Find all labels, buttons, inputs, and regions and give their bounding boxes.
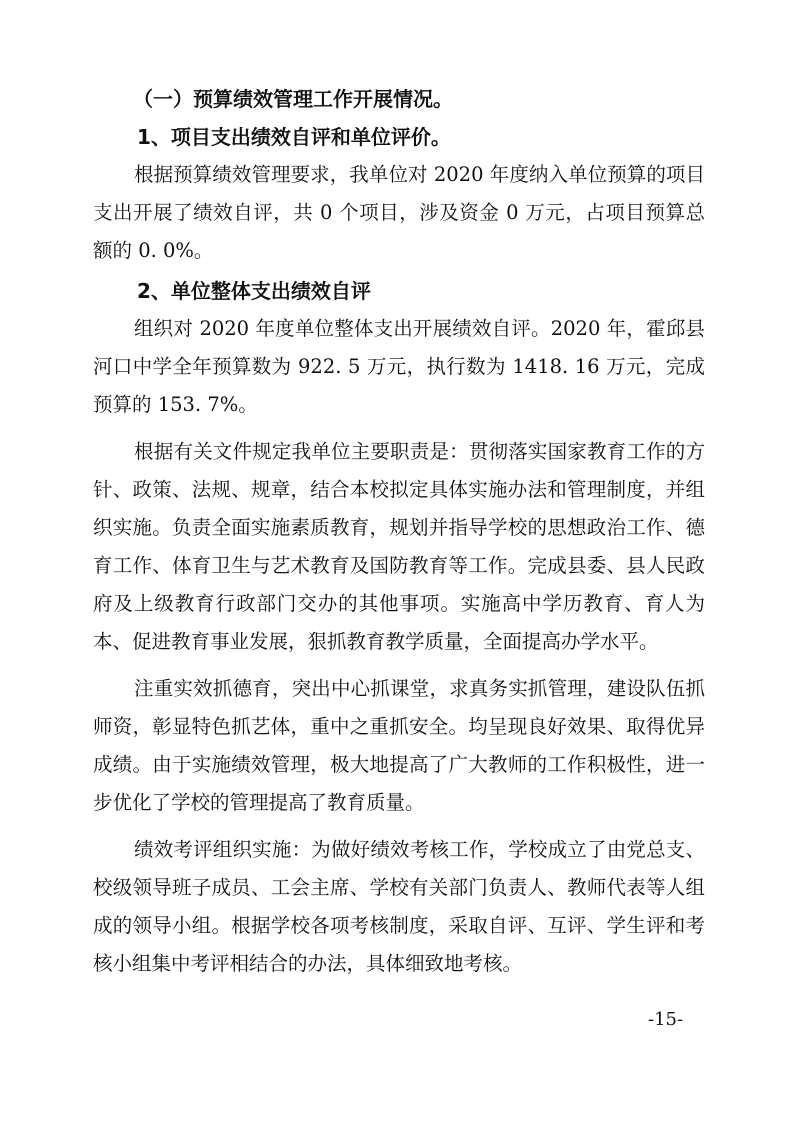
subheading-overall-expenditure: 2、单位整体支出绩效自评: [137, 279, 371, 303]
paragraph-main-duties: 根据有关文件规定我单位主要职责是：贯彻落实国家教育工作的方针、政策、法规、规章，结合本校拟定具体实施办法和管理制度，并组织实施。负责全面实施素质教育，规划并指导学校的思想政治工作、德育工作、体育卫生与艺术教育及国防教育等工作。完成县委、县人民政府及上级教育行政部门交办的其他事项。实施高中学历教育、育人为本、促进教育事业发展，狠抓教育教学质量，全面提高办学水平。: [93, 440, 705, 653]
subheading-project-expenditure: 1、项目支出绩效自评和单位评价。: [137, 125, 451, 149]
paragraph-achievements: 注重实效抓德育，突出中心抓课堂，求真务实抓管理，建设队伍抓师资，彰显特色抓艺体，重中之重抓安全。均呈现良好效果、取得优异成绩。由于实施绩效管理，极大地提高了广大教师的工作积极性，进一步优化了学校的管理提高了教育质量。: [93, 677, 705, 814]
section-heading: （一）预算绩效管理工作开展情况。: [133, 87, 453, 111]
paragraph-evaluation-organization: 绩效考评组织实施：为做好绩效考核工作，学校成立了由党总支、校级领导班子成员、工会主席、学校有关部门负责人、教师代表等人组成的领导小组。根据学校各项考核制度，采取自评、互评、学生评和考核小组集中考评相结合的办法，具体细致地考核。: [93, 838, 705, 975]
page-number: -15-: [648, 1009, 684, 1030]
document-body: [93, 80, 705, 983]
paragraph-budget-execution: 组织对 2020 年度单位整体支出开展绩效自评。2020 年，霍邱县河口中学全年预算数为 922. 5 万元，执行数为 1418. 16 万元，完成预算的 153. 7%。: [93, 317, 705, 416]
paragraph-project-self-evaluation: 根据预算绩效管理要求，我单位对 2020 年度纳入单位预算的项目支出开展了绩效自评，共 0 个项目，涉及资金 0 万元，占项目预算总额的 0. 0%。: [93, 163, 705, 262]
